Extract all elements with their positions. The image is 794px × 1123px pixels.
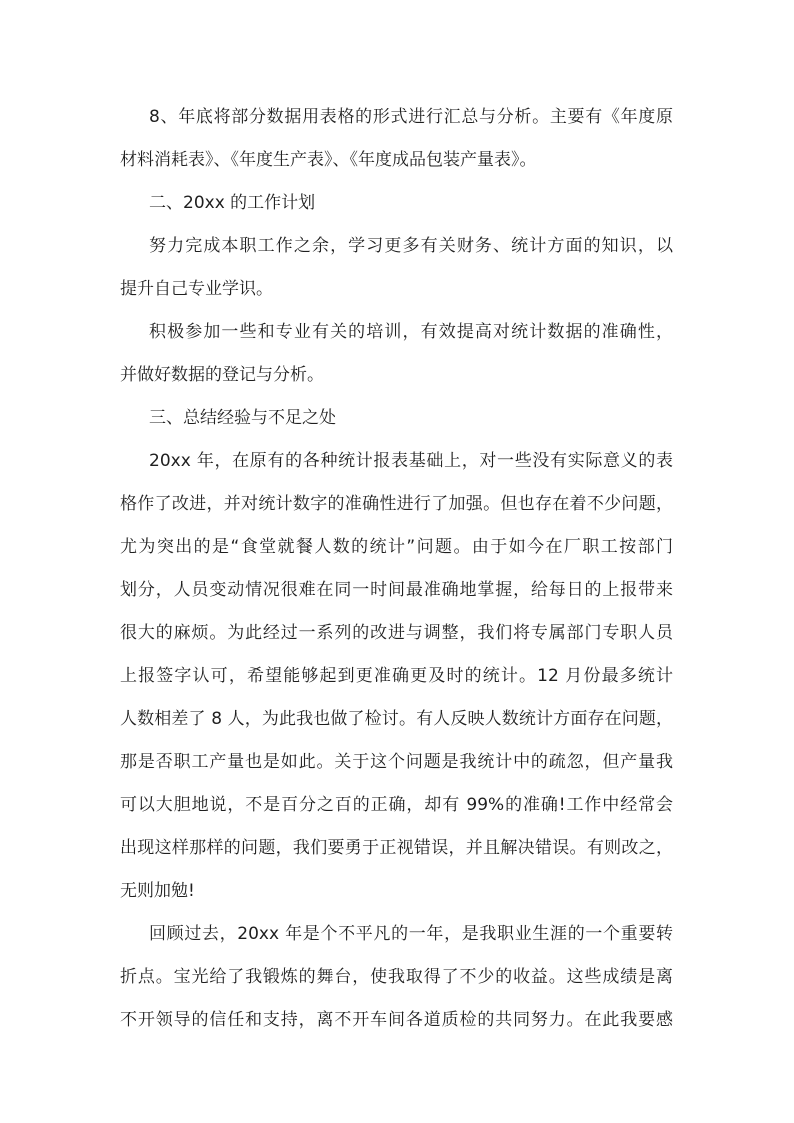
text-line: 积极参加一些和专业有关的培训，有效提高对统计数据的准确性， bbox=[149, 322, 673, 342]
text-line: 提升自己专业学识。 bbox=[120, 279, 273, 299]
text-line: 努力完成本职工作之余，学习更多有关财务、统计方面的知识，以 bbox=[149, 236, 673, 256]
text-line: 那是否职工产量也是如此。关于这个问题是我统计中的疏忽，但产量我 bbox=[120, 752, 673, 772]
text-line: 尤为突出的是“食堂就餐人数的统计”问题。由于如今在厂职工按部门 bbox=[120, 537, 673, 557]
text-line: 可以大胆地说，不是百分之百的正确，却有 99%的准确!工作中经常会 bbox=[120, 795, 673, 815]
text-line: 格作了改进，并对统计数字的准确性进行了加强。但也存在着不少问题， bbox=[120, 494, 673, 514]
text-line: 划分，人员变动情况很难在同一时间最准确地掌握，给每日的上报带来 bbox=[120, 580, 673, 600]
text-line: 上报签字认可，希望能够起到更准确更及时的统计。12 月份最多统计 bbox=[120, 666, 673, 686]
text-line: 无则加勉! bbox=[120, 881, 195, 901]
section-heading: 三、总结经验与不足之处 bbox=[149, 408, 336, 428]
text-line: 回顾过去，20xx 年是个不平凡的一年，是我职业生涯的一个重要转 bbox=[149, 924, 673, 944]
text-line: 出现这样那样的问题，我们要勇于正视错误，并且解决错误。有则改之， bbox=[120, 838, 673, 858]
text-line: 不开领导的信任和支持，离不开车间各道质检的共同努力。在此我要感 bbox=[120, 1010, 673, 1030]
text-line: 折点。宝光给了我锻炼的舞台，使我取得了不少的收益。这些成绩是离 bbox=[120, 967, 673, 987]
text-line: 人数相差了 8 人，为此我也做了检讨。有人反映人数统计方面存在问题， bbox=[120, 709, 673, 729]
text-line: 材料消耗表》、《年度生产表》、《年度成品包装产量表》。 bbox=[120, 150, 537, 170]
section-heading: 二、20xx 的工作计划 bbox=[149, 193, 316, 213]
text-line: 很大的麻烦。为此经过一系列的改进与调整，我们将专属部门专职人员 bbox=[120, 623, 673, 643]
text-line: 并做好数据的登记与分析。 bbox=[120, 365, 324, 385]
text-line: 8、年底将部分数据用表格的形式进行汇总与分析。主要有《年度原 bbox=[149, 107, 673, 127]
text-line: 20xx 年，在原有的各种统计报表基础上，对一些没有实际意义的表 bbox=[149, 451, 673, 471]
